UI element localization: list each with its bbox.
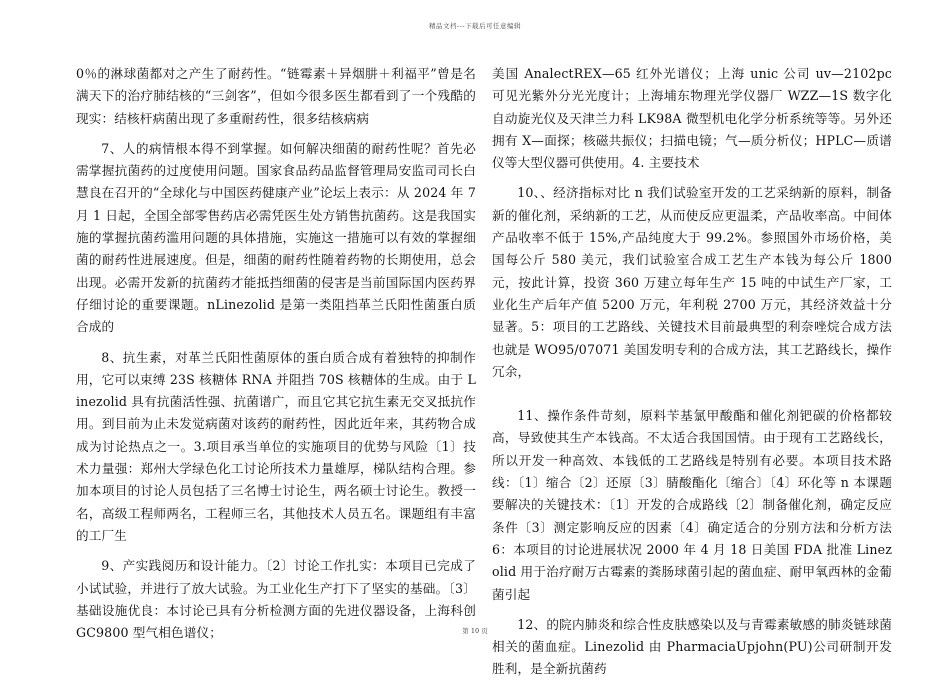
right-column xyxy=(492,63,892,689)
paragraph: 9、产实践阅历和设计能力。〔2〕讨论工作扎实：本项目已完成了小试试验，并进行了放大试验。为工业化生产打下了坚实的基础。〔3〕基础设施优良：本讨论已具有分析检测方面的先进仪器设备，上海科创 GC9800 型气相色谱仪； xyxy=(76,558,476,641)
page-number: 第 10 页 xyxy=(462,627,488,635)
paragraph: 美国 AnalectREX—65 红外光谱仪；上海 unic 公司 uv—2102pc 可见光紫外分光光度计；上海埔东物理光学仪器厂 WZZ—1S 数字化自动旋光仪及天津兰力科 LK98A 微型机电化学分析系统等等。另外还拥有 X—面探；核磁共振仪；扫描电镜；气—质分析仪；HPLC—质谱仪等大型仪器可供使用。4. 主要技术 xyxy=(492,66,892,171)
paragraph: 8、抗生素，对革兰氏阳性菌原体的蛋白质合成有着独特的抑制作用，它可以束缚 23S 核糖体 RNA 并阻挡 70S 核糖体的生成。由于 Linezolid 具有抗菌活性强、抗菌谱广，而且它其它抗生素无交叉抵抗作用。到目前为止未发觉病菌对该药的耐药性，因此近年来，其药物合成成为讨论热点之一。3.项目承当单位的实施项目的优势与风险〔1〕技术力量强：郑州大学绿色化工讨论所技术力量雄厚，梯队结构合理。参加本项目的讨论人员包括了三名博士讨论生，两名硕士讨论生。教授一名，高级工程师两名，工程师三名，其他技术人员五名。课题组有丰富的工厂生 xyxy=(76,349,476,543)
paragraph-gap xyxy=(492,391,892,405)
left-column xyxy=(76,63,476,652)
page-header: 精品文档---下载后可任意编辑 xyxy=(428,22,522,30)
paragraph: 12、的院内肺炎和综合性皮肤感染以及与青霉素敏感的肺炎链球菌相关的菌血症。Linezolid 由 PharmaciaUpjohn(PU)公司研制开发胜利，是全新抗菌药 xyxy=(492,616,892,677)
paragraph: 0％的淋球菌都对之产生了耐药性。“链霉素＋异烟肼＋利福平”曾是名满天下的治疗肺结核的“三剑客”，但如今很多医生都看到了一个残酷的现实：结核杆病菌出现了多重耐药性，很多结核病病 xyxy=(76,66,476,126)
paragraph: 11、操作条件苛刻，原料苄基氯甲酸酯和催化剂钯碳的价格都较高，导致使其生产本钱高。不太适合我国国情。由于现有工艺路线长，所以开发一种高效、本钱低的工艺路线是特别有必要。本项目技术路线：〔1〕缩合〔2〕还原〔3〕腈酸酯化〔缩合〕〔4〕环化等 n 本课题要解决的关键技术：〔1〕开发的合成路线〔2〕制备催化剂，确定反应条件〔3〕测定影响反应的因素〔4〕确定适合的分别方法和分析方法 6：本项目的讨论进展状况 2000 年 4 月 18 日美国 FDA 批准 Linezolid 用于治疗耐万古霉素的粪肠球菌引起的菌血症、耐甲氧西林的金葡菌引起 xyxy=(492,408,892,602)
paragraph: 7、人的病情根本得不到掌握。如何解决细菌的耐药性呢？首先必需掌握抗菌药的过度使用问题。国家食品药品监督管理局安监司司长白慧良在召开的“全球化与中国医药健康产业”论坛上表示：从 2024 年 7 月 1 日起，全国全部零售药店必需凭医生处方销售抗菌药。这是我国实施的掌握抗菌药滥用问题的具体措施，实施这一措施可以有效的掌握细菌的耐药性进展速度。但是，细菌的耐药性随着药物的长期使用，总会出现。必需开发新的抗菌药才能抵挡细菌的侵害是当前国际国内医药界仔细讨论的重要课题。nLinezolid 是第一类阻挡革兰氏阳性菌蛋白质合成的 xyxy=(76,140,476,335)
paragraph: 10、、经济指标对比 n 我们试验室开发的工艺采纳新的原料，制备新的催化剂，采纳新的工艺，从而使反应更温柔，产品收率高。中间体产品收率不低于 15%,产品纯度大于 99.2%。参照国外市场价格，美国每公斤 580 美元，我们试验室合成工艺生产本钱为每公斤 1800 元，按此计算，投资 360 万建立每年生产 15 吨的中试生产厂家，工业化生产后年产值 5200 万元，年利税 2700 万元，其经济效益十分显著。5：项目的工艺路线、关键技术目前最典型的利奈唑烷合成方法也就是 WO95/07071 美国发明专利的合成方法，其工艺路线长，操作冗余， xyxy=(492,185,892,379)
